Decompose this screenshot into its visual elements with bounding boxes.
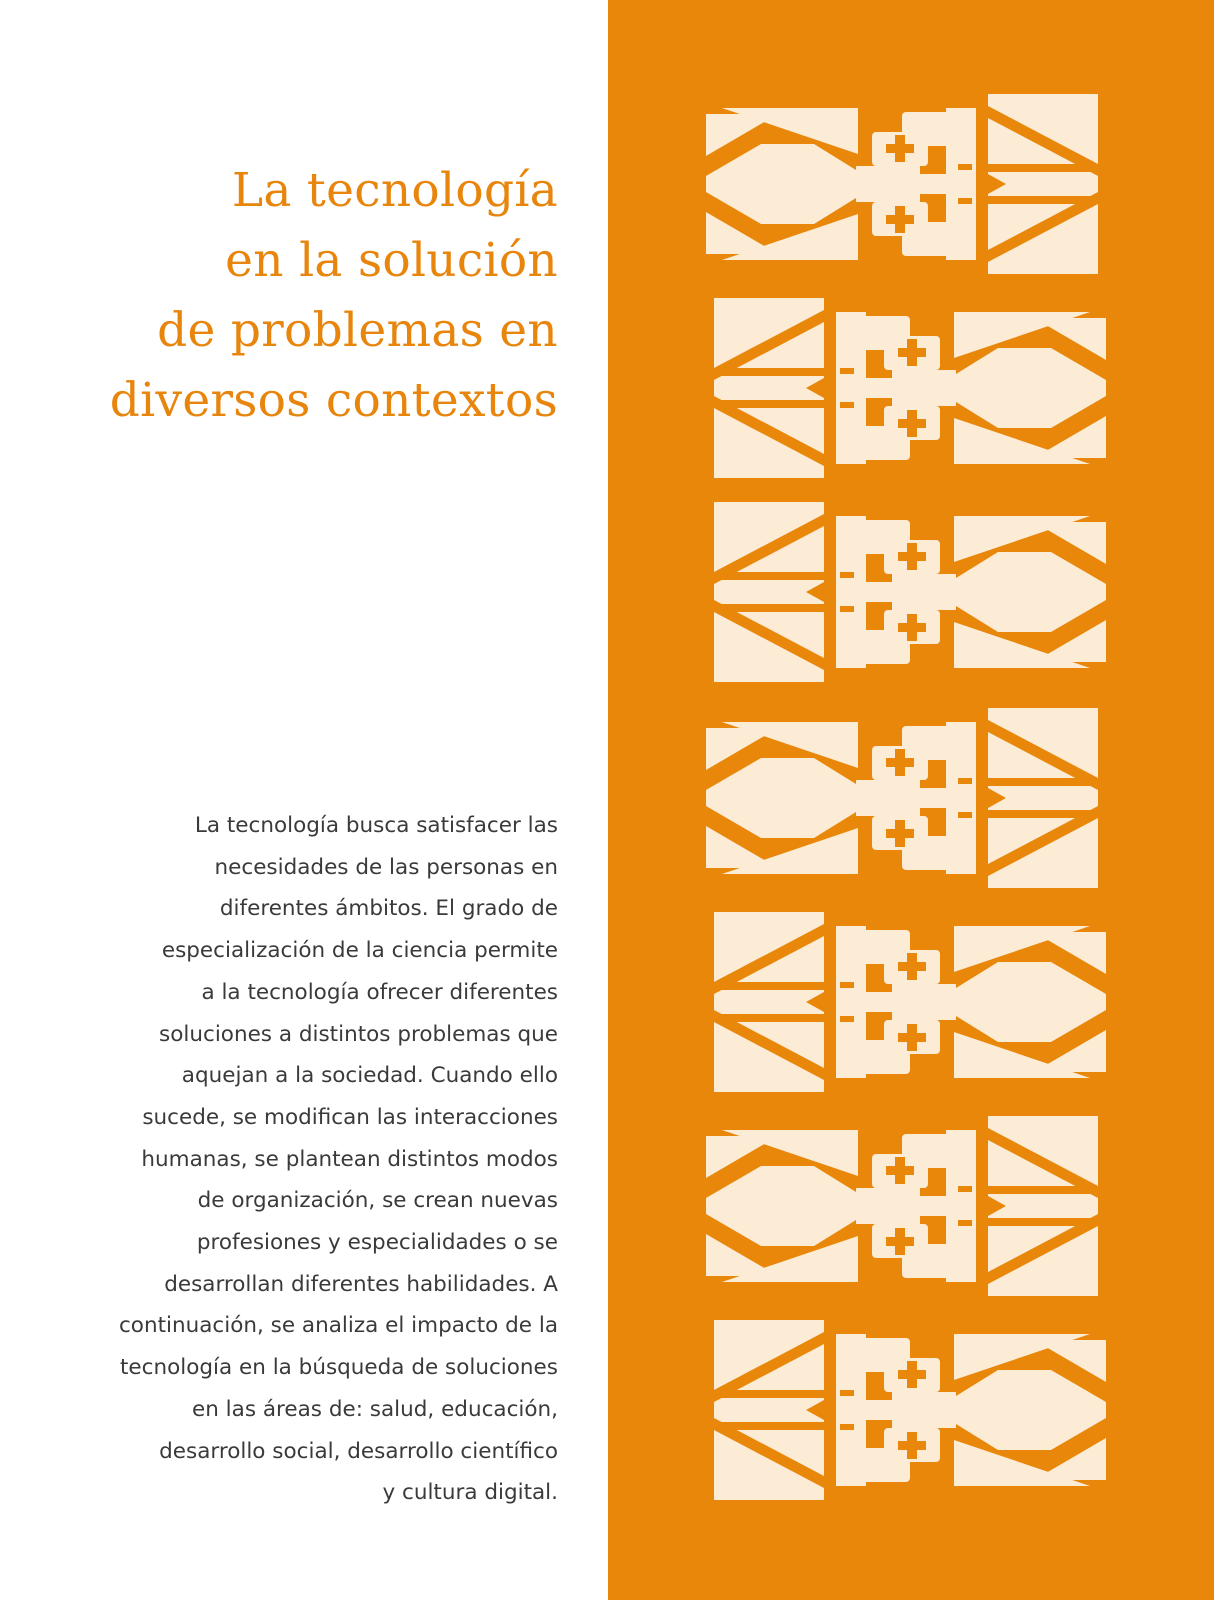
title-line: diversos contextos (109, 373, 558, 428)
paragraph-line: profesiones y especialidades o se (196, 1230, 558, 1256)
paragraph-line: especialización de la ciencia permite (161, 938, 558, 964)
intro-paragraph (58, 805, 558, 1514)
paragraph-line: aquejan a la sociedad. Cuando ello (181, 1063, 558, 1089)
paragraph-line: diferentes ámbitos. El grado de (219, 896, 558, 922)
geometric-glyph-motif-icon (706, 502, 1106, 682)
paragraph-line: tecnología en la búsqueda de soluciones (120, 1355, 558, 1381)
paragraph-line: humanas, se plantean distintos modos (141, 1146, 558, 1172)
title-line: de problemas en (157, 303, 558, 358)
chapter-title (38, 156, 558, 436)
text-column (0, 0, 560, 1600)
geometric-glyph-motif-icon (706, 708, 1106, 888)
paragraph-line: de organización, se crean nuevas (197, 1188, 558, 1214)
paragraph-line: en las áreas de: salud, educación, (191, 1396, 558, 1422)
paragraph-line: necesidades de las personas en (214, 854, 558, 880)
geometric-glyph-motif-icon (706, 298, 1106, 478)
title-line: La tecnología (231, 163, 558, 218)
paragraph-line: desarrollo social, desarrollo científico (159, 1438, 558, 1464)
geometric-glyph-motif-icon (706, 912, 1106, 1092)
paragraph-line: a la tecnología ofrecer diferentes (201, 979, 558, 1005)
decorative-pattern-band (608, 0, 1214, 1600)
paragraph-line: La tecnología busca satisfacer las (194, 813, 558, 838)
geometric-glyph-motif-icon (706, 94, 1106, 274)
paragraph-line: y cultura digital. (382, 1480, 558, 1506)
title-line: en la solución (225, 233, 558, 288)
paragraph-line: sucede, se modifican las interacciones (142, 1104, 558, 1130)
paragraph-line: soluciones a distintos problemas que (159, 1021, 558, 1047)
geometric-glyph-motif-icon (706, 1320, 1106, 1500)
paragraph-line: desarrollan diferentes habilidades. A (164, 1271, 558, 1297)
geometric-glyph-motif-icon (706, 1116, 1106, 1296)
paragraph-line: continuación, se analiza el impacto de la (118, 1313, 558, 1339)
